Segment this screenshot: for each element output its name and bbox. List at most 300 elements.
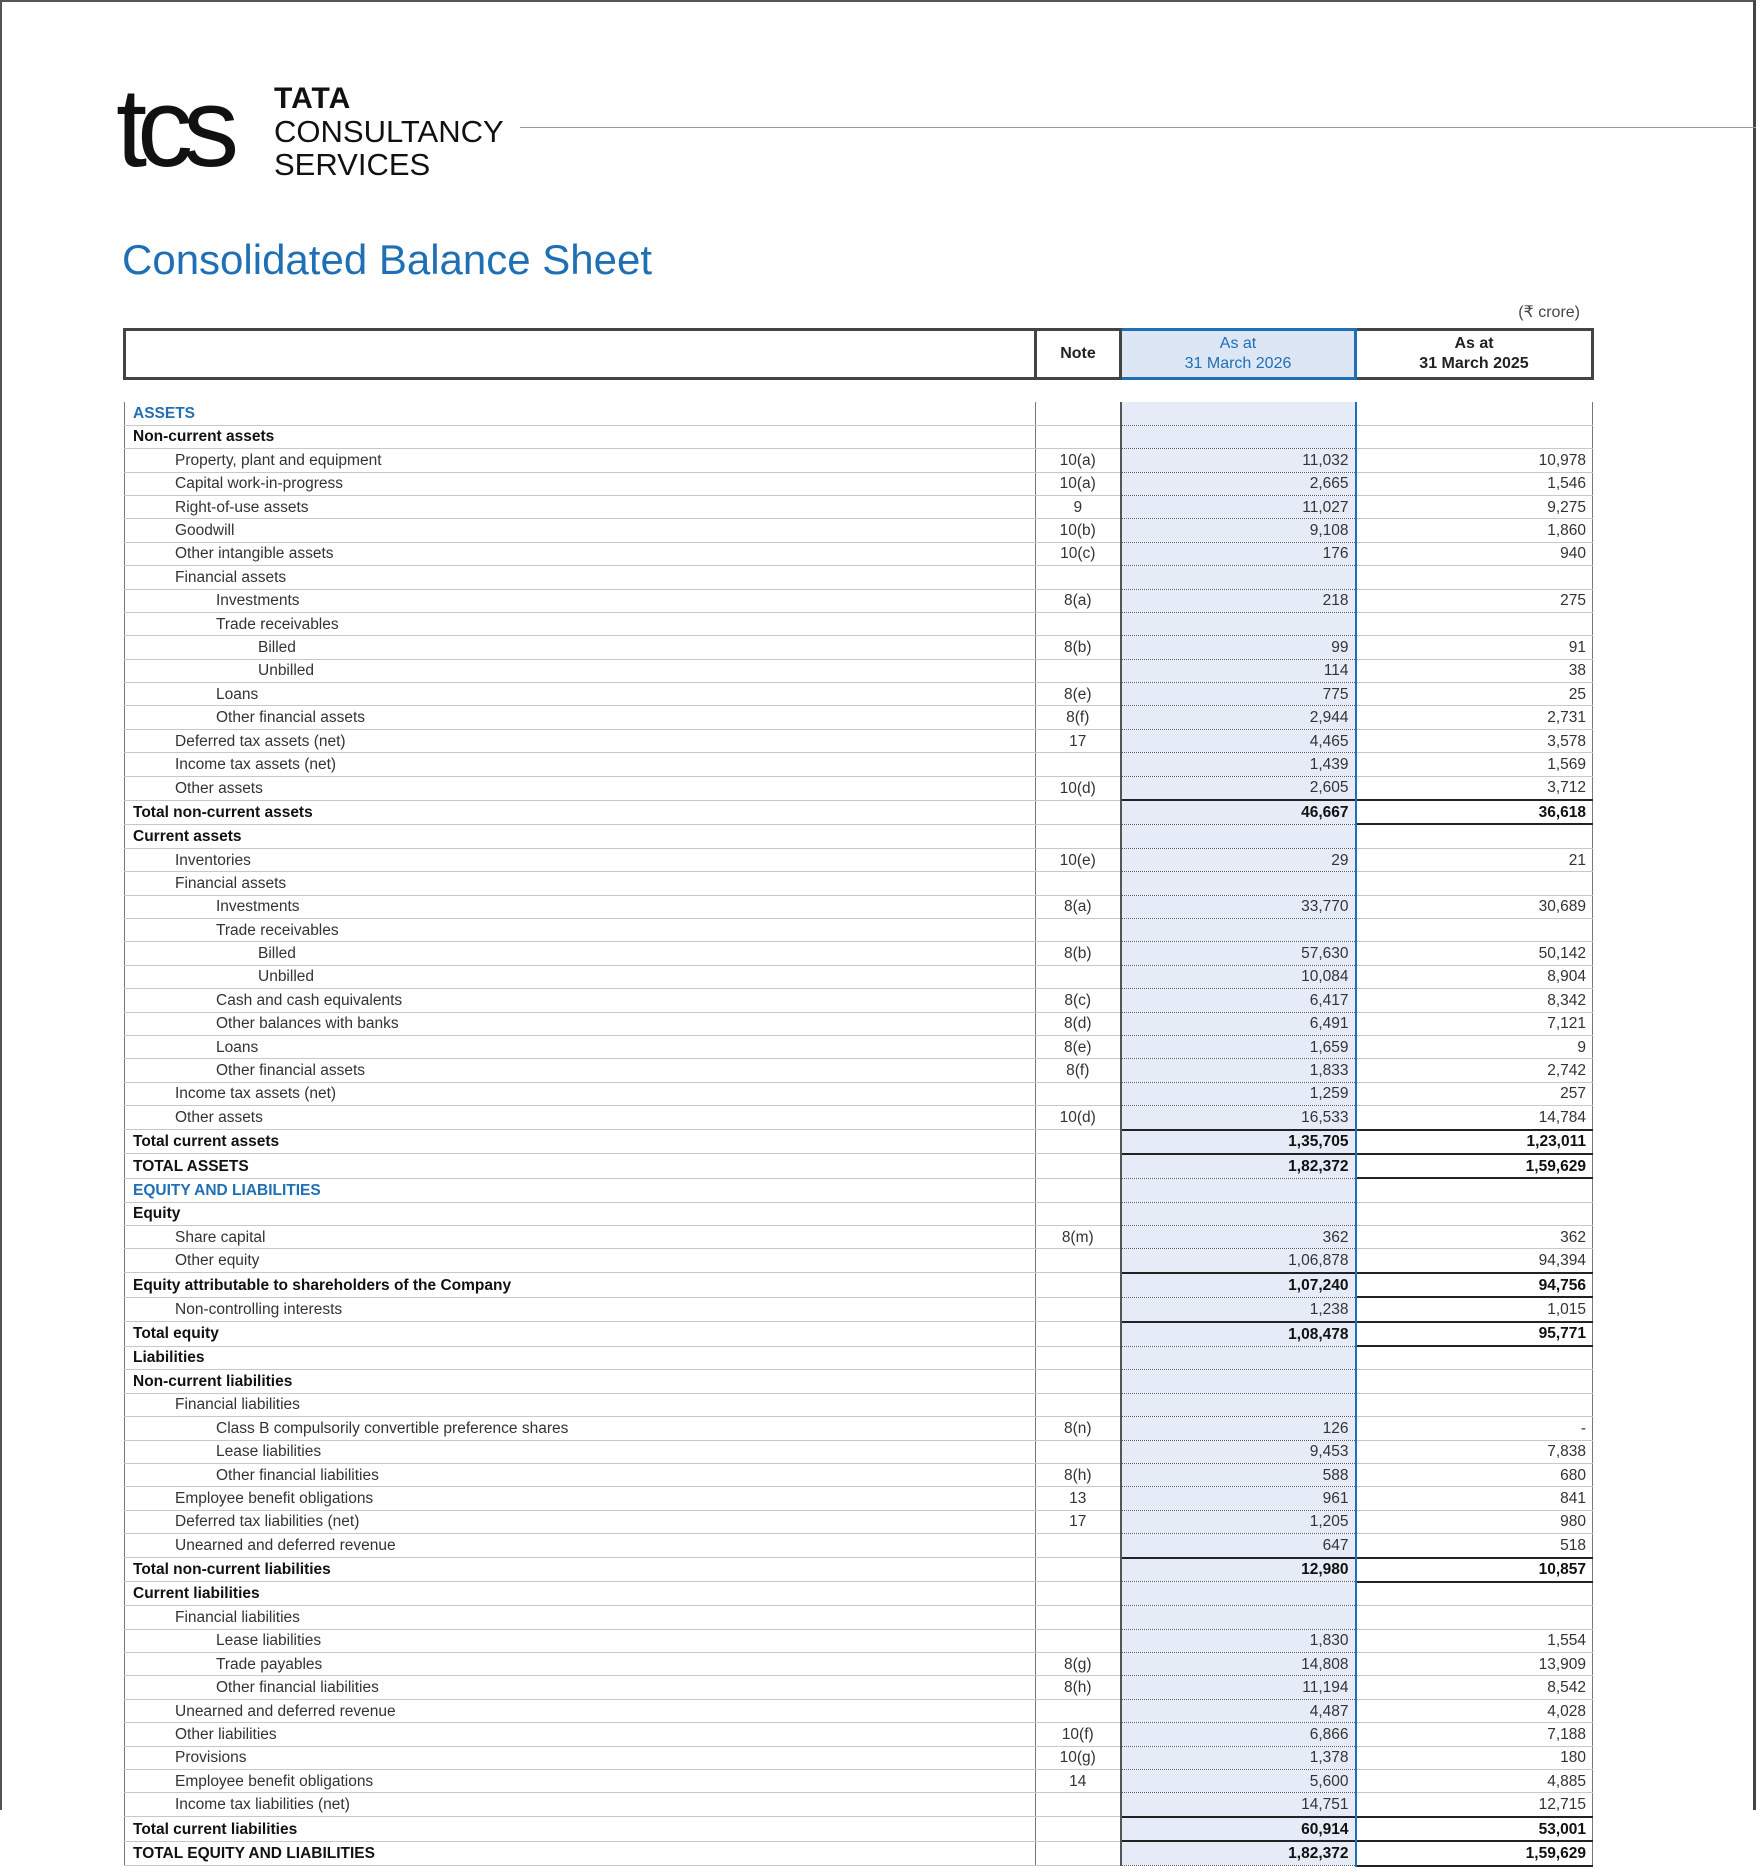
row-note: 8(f)	[1036, 706, 1121, 729]
row-note: 10(e)	[1036, 848, 1121, 871]
row-value-2026[interactable]	[1121, 918, 1356, 941]
total-row	[125, 1841, 1593, 1865]
row-label: Employee benefit obligations	[125, 1770, 1036, 1793]
logo-line-consultancy: CONSULTANCY	[274, 114, 504, 149]
header-note: Note	[1036, 330, 1121, 379]
row-note: 8(n)	[1036, 1417, 1121, 1440]
logo-wordmark	[274, 82, 504, 181]
row-label: Financial liabilities	[125, 1606, 1036, 1629]
row-value-2026[interactable]: 4,465	[1121, 729, 1356, 752]
row-value-2025	[1356, 425, 1593, 448]
row-note: 8(e)	[1036, 683, 1121, 706]
row-value-2026[interactable]: 1,378	[1121, 1746, 1356, 1769]
table-row	[125, 636, 1593, 659]
row-note	[1036, 402, 1121, 425]
row-value-2025	[1356, 1346, 1593, 1370]
row-value-2026[interactable]	[1121, 1346, 1356, 1370]
row-label: Trade receivables	[125, 612, 1036, 635]
table-row	[125, 1226, 1593, 1249]
row-label: Cash and cash equivalents	[125, 989, 1036, 1012]
row-value-2026[interactable]: 10,084	[1121, 965, 1356, 988]
row-value-2026[interactable]	[1121, 1393, 1356, 1416]
row-value-2026[interactable]: 6,417	[1121, 989, 1356, 1012]
row-value-2025: 180	[1356, 1746, 1593, 1769]
row-value-2025: 980	[1356, 1510, 1593, 1533]
row-value-2025	[1356, 1606, 1593, 1629]
row-note	[1036, 1249, 1121, 1273]
row-value-2025: 8,342	[1356, 989, 1593, 1012]
row-value-2026[interactable]: 647	[1121, 1534, 1356, 1558]
row-value-2026[interactable]: 1,439	[1121, 753, 1356, 776]
row-label: Unearned and deferred revenue	[125, 1534, 1036, 1558]
table-row	[125, 1653, 1593, 1676]
row-note	[1036, 1154, 1121, 1178]
row-value-2025	[1356, 872, 1593, 895]
row-value-2026[interactable]: 14,751	[1121, 1793, 1356, 1817]
row-value-2025: 7,188	[1356, 1723, 1593, 1746]
header-rule	[520, 127, 1756, 128]
row-value-2026[interactable]: 1,830	[1121, 1629, 1356, 1652]
row-value-2025	[1356, 1202, 1593, 1225]
row-note	[1036, 918, 1121, 941]
row-value-2026[interactable]: 2,605	[1121, 776, 1356, 800]
row-label: Current liabilities	[125, 1582, 1036, 1606]
row-label: Income tax liabilities (net)	[125, 1793, 1036, 1817]
row-label: Share capital	[125, 1226, 1036, 1249]
row-note	[1036, 1629, 1121, 1652]
table-row	[125, 495, 1593, 518]
table-row	[125, 659, 1593, 682]
row-value-2025: 7,838	[1356, 1440, 1593, 1463]
row-label: Billed	[125, 942, 1036, 965]
row-value-2025: 3,578	[1356, 729, 1593, 752]
row-note: 8(g)	[1036, 1653, 1121, 1676]
row-note: 8(a)	[1036, 589, 1121, 612]
row-value-2026[interactable]	[1121, 1202, 1356, 1225]
row-label: Other liabilities	[125, 1723, 1036, 1746]
table-row	[125, 942, 1593, 965]
row-label: Other assets	[125, 1106, 1036, 1130]
table-row	[125, 519, 1593, 542]
row-label: Non-controlling interests	[125, 1297, 1036, 1321]
row-value-2026[interactable]: 11,194	[1121, 1676, 1356, 1699]
row-note	[1036, 824, 1121, 848]
table-row	[125, 729, 1593, 752]
table-row	[125, 1249, 1593, 1273]
row-value-2026[interactable]: 1,08,478	[1121, 1322, 1356, 1346]
row-value-2026[interactable]: 1,833	[1121, 1059, 1356, 1082]
row-value-2026[interactable]: 1,82,372	[1121, 1841, 1356, 1865]
row-value-2026[interactable]: 1,07,240	[1121, 1273, 1356, 1297]
row-value-2026[interactable]	[1121, 1178, 1356, 1202]
group-heading-row	[125, 425, 1593, 448]
row-value-2025: 1,860	[1356, 519, 1593, 542]
row-label: Other financial assets	[125, 706, 1036, 729]
row-label: Total non-current assets	[125, 800, 1036, 824]
table-row	[125, 1297, 1593, 1321]
row-label: Deferred tax assets (net)	[125, 729, 1036, 752]
row-value-2025: 1,546	[1356, 472, 1593, 495]
row-value-2026[interactable]: 29	[1121, 848, 1356, 871]
row-note: 8(e)	[1036, 1035, 1121, 1058]
table-row	[125, 683, 1593, 706]
row-value-2026[interactable]: 961	[1121, 1487, 1356, 1510]
row-value-2026[interactable]: 4,487	[1121, 1699, 1356, 1722]
row-value-2025: -	[1356, 1417, 1593, 1440]
row-value-2026[interactable]: 57,630	[1121, 942, 1356, 965]
row-label: Loans	[125, 1035, 1036, 1058]
table-row	[125, 753, 1593, 776]
row-value-2026[interactable]: 46,667	[1121, 800, 1356, 824]
table-row	[125, 1393, 1593, 1416]
row-note	[1036, 1297, 1121, 1321]
row-note	[1036, 1817, 1121, 1841]
row-value-2026[interactable]: 6,866	[1121, 1723, 1356, 1746]
header-spacer	[125, 379, 1593, 403]
row-note	[1036, 800, 1121, 824]
row-label: Current assets	[125, 824, 1036, 848]
row-value-2025	[1356, 1582, 1593, 1606]
row-value-2026[interactable]: 2,665	[1121, 472, 1356, 495]
row-label: Employee benefit obligations	[125, 1487, 1036, 1510]
row-note	[1036, 1322, 1121, 1346]
row-note	[1036, 1370, 1121, 1393]
row-note: 9	[1036, 495, 1121, 518]
row-note	[1036, 1606, 1121, 1629]
row-label: Non-current assets	[125, 425, 1036, 448]
row-label: Other intangible assets	[125, 542, 1036, 565]
row-value-2025: 94,394	[1356, 1249, 1593, 1273]
row-value-2026[interactable]	[1121, 872, 1356, 895]
table-row	[125, 1463, 1593, 1486]
row-value-2026[interactable]: 1,82,372	[1121, 1154, 1356, 1178]
row-label: Unbilled	[125, 965, 1036, 988]
row-value-2026[interactable]: 9,453	[1121, 1440, 1356, 1463]
row-note: 8(f)	[1036, 1059, 1121, 1082]
row-label: Liabilities	[125, 1346, 1036, 1370]
row-note: 10(a)	[1036, 449, 1121, 472]
row-value-2025: 680	[1356, 1463, 1593, 1486]
row-value-2025: 25	[1356, 683, 1593, 706]
row-value-2026[interactable]: 114	[1121, 659, 1356, 682]
table-row	[125, 1534, 1593, 1558]
row-value-2026[interactable]: 1,35,705	[1121, 1130, 1356, 1154]
row-value-2026[interactable]	[1121, 824, 1356, 848]
row-label: Capital work-in-progress	[125, 472, 1036, 495]
row-value-2026[interactable]	[1121, 1370, 1356, 1393]
row-value-2026[interactable]: 176	[1121, 542, 1356, 565]
row-label: Other financial liabilities	[125, 1463, 1036, 1486]
total-row	[125, 1154, 1593, 1178]
row-label: Equity attributable to shareholders of the Company	[125, 1273, 1036, 1297]
row-value-2026[interactable]: 99	[1121, 636, 1356, 659]
group-heading-row	[125, 1370, 1593, 1393]
row-label: Class B compulsorily convertible preference shares	[125, 1417, 1036, 1440]
table-row	[125, 872, 1593, 895]
row-note	[1036, 612, 1121, 635]
row-value-2025	[1356, 918, 1593, 941]
row-label: ASSETS	[125, 402, 1036, 425]
row-value-2025: 8,904	[1356, 965, 1593, 988]
row-note: 8(b)	[1036, 636, 1121, 659]
table-row	[125, 566, 1593, 589]
row-label: Total equity	[125, 1322, 1036, 1346]
row-value-2026[interactable]: 11,032	[1121, 449, 1356, 472]
row-note: 13	[1036, 1487, 1121, 1510]
row-note	[1036, 1534, 1121, 1558]
total-row	[125, 1130, 1593, 1154]
row-value-2026[interactable]: 218	[1121, 589, 1356, 612]
row-value-2025	[1356, 566, 1593, 589]
row-value-2026[interactable]	[1121, 425, 1356, 448]
row-value-2025: 1,569	[1356, 753, 1593, 776]
row-note	[1036, 753, 1121, 776]
unit-note: (₹ crore)	[1518, 304, 1580, 321]
table-row	[125, 1106, 1593, 1130]
total-row	[125, 1558, 1593, 1582]
row-value-2025: 38	[1356, 659, 1593, 682]
row-note: 8(m)	[1036, 1226, 1121, 1249]
row-value-2025: 362	[1356, 1226, 1593, 1249]
row-value-2026[interactable]: 9,108	[1121, 519, 1356, 542]
row-value-2026[interactable]	[1121, 1582, 1356, 1606]
row-value-2025: 1,23,011	[1356, 1130, 1593, 1154]
row-note: 10(d)	[1036, 1106, 1121, 1130]
table-row	[125, 1770, 1593, 1793]
table-row	[125, 1606, 1593, 1629]
row-value-2026[interactable]: 1,205	[1121, 1510, 1356, 1533]
table-row	[125, 848, 1593, 871]
row-note	[1036, 659, 1121, 682]
table-row	[125, 1440, 1593, 1463]
row-value-2025: 4,885	[1356, 1770, 1593, 1793]
row-label: Financial liabilities	[125, 1393, 1036, 1416]
row-value-2026[interactable]	[1121, 612, 1356, 635]
header-current-year[interactable]	[1121, 330, 1356, 379]
row-value-2026[interactable]: 16,533	[1121, 1106, 1356, 1130]
row-note: 10(a)	[1036, 472, 1121, 495]
row-value-2026[interactable]: 60,914	[1121, 1817, 1356, 1841]
row-label: Unbilled	[125, 659, 1036, 682]
row-note: 8(c)	[1036, 989, 1121, 1012]
row-value-2025	[1356, 612, 1593, 635]
row-value-2025: 841	[1356, 1487, 1593, 1510]
row-value-2026[interactable]: 5,600	[1121, 1770, 1356, 1793]
row-note	[1036, 1178, 1121, 1202]
row-note: 14	[1036, 1770, 1121, 1793]
row-label: Equity	[125, 1202, 1036, 1225]
row-label: Total non-current liabilities	[125, 1558, 1036, 1582]
row-value-2026[interactable]: 1,238	[1121, 1297, 1356, 1321]
header-current-line1: As at	[1219, 335, 1257, 352]
logo-line-tata: TATA	[274, 82, 352, 115]
table-row	[125, 1629, 1593, 1652]
row-value-2026[interactable]: 1,259	[1121, 1082, 1356, 1105]
table-row	[125, 965, 1593, 988]
table-row	[125, 1793, 1593, 1817]
row-label: Other financial liabilities	[125, 1676, 1036, 1699]
row-note	[1036, 566, 1121, 589]
row-note: 10(d)	[1036, 776, 1121, 800]
row-note	[1036, 1346, 1121, 1370]
row-value-2025: 275	[1356, 589, 1593, 612]
row-value-2026[interactable]: 1,06,878	[1121, 1249, 1356, 1273]
group-heading-row	[125, 1202, 1593, 1225]
header-previous-year	[1356, 330, 1593, 379]
row-label: Lease liabilities	[125, 1629, 1036, 1652]
table-row	[125, 1699, 1593, 1722]
total-row	[125, 1322, 1593, 1346]
table-row	[125, 1059, 1593, 1082]
header-previous-line1: As at	[1454, 335, 1494, 352]
row-value-2025	[1356, 1370, 1593, 1393]
row-label: TOTAL ASSETS	[125, 1154, 1036, 1178]
table-row	[125, 706, 1593, 729]
row-label: Billed	[125, 636, 1036, 659]
row-value-2025	[1356, 402, 1593, 425]
header-previous-line2: 31 March 2025	[1419, 355, 1529, 372]
row-note: 8(d)	[1036, 1012, 1121, 1035]
row-label: Inventories	[125, 848, 1036, 871]
row-value-2026[interactable]: 2,944	[1121, 706, 1356, 729]
row-value-2026[interactable]: 33,770	[1121, 895, 1356, 918]
row-value-2025: 9,275	[1356, 495, 1593, 518]
row-value-2026[interactable]	[1121, 402, 1356, 425]
total-row	[125, 1817, 1593, 1841]
row-value-2025: 518	[1356, 1534, 1593, 1558]
section-row	[125, 402, 1593, 425]
row-value-2025	[1356, 824, 1593, 848]
row-value-2025: 1,59,629	[1356, 1841, 1593, 1865]
row-value-2025: 940	[1356, 542, 1593, 565]
row-label: Lease liabilities	[125, 1440, 1036, 1463]
row-value-2025: 1,59,629	[1356, 1154, 1593, 1178]
row-note	[1036, 1582, 1121, 1606]
table-row	[125, 612, 1593, 635]
row-label: EQUITY AND LIABILITIES	[125, 1178, 1036, 1202]
group-heading-row	[125, 1346, 1593, 1370]
row-note	[1036, 1393, 1121, 1416]
row-label: Right-of-use assets	[125, 495, 1036, 518]
row-value-2025: 14,784	[1356, 1106, 1593, 1130]
row-note	[1036, 1699, 1121, 1722]
row-value-2025: 13,909	[1356, 1653, 1593, 1676]
row-value-2026[interactable]	[1121, 1606, 1356, 1629]
row-value-2026[interactable]: 11,027	[1121, 495, 1356, 518]
section-row	[125, 1178, 1593, 1202]
total-row	[125, 1273, 1593, 1297]
row-note: 8(b)	[1036, 942, 1121, 965]
row-note	[1036, 1440, 1121, 1463]
row-label: Loans	[125, 683, 1036, 706]
row-label: Non-current liabilities	[125, 1370, 1036, 1393]
row-note	[1036, 1273, 1121, 1297]
row-value-2025: 30,689	[1356, 895, 1593, 918]
table-row	[125, 1012, 1593, 1035]
logo-line-services: SERVICES	[274, 147, 431, 182]
table-row	[125, 589, 1593, 612]
group-heading-row	[125, 1582, 1593, 1606]
row-label: Other assets	[125, 776, 1036, 800]
row-value-2025: 2,731	[1356, 706, 1593, 729]
table-row	[125, 1723, 1593, 1746]
row-value-2026[interactable]: 14,808	[1121, 1653, 1356, 1676]
row-label: Trade payables	[125, 1653, 1036, 1676]
row-value-2026[interactable]: 1,659	[1121, 1035, 1356, 1058]
row-note	[1036, 1082, 1121, 1105]
row-value-2025: 91	[1356, 636, 1593, 659]
row-value-2025: 12,715	[1356, 1793, 1593, 1817]
row-value-2025: 53,001	[1356, 1817, 1593, 1841]
table-row	[125, 918, 1593, 941]
row-note	[1036, 965, 1121, 988]
row-value-2026[interactable]: 126	[1121, 1417, 1356, 1440]
row-value-2026[interactable]: 12,980	[1121, 1558, 1356, 1582]
row-note: 10(c)	[1036, 542, 1121, 565]
table-row	[125, 1510, 1593, 1533]
row-value-2025: 21	[1356, 848, 1593, 871]
row-label: Deferred tax liabilities (net)	[125, 1510, 1036, 1533]
table-row	[125, 989, 1593, 1012]
row-value-2026[interactable]	[1121, 566, 1356, 589]
row-value-2025: 8,542	[1356, 1676, 1593, 1699]
row-label: Other equity	[125, 1249, 1036, 1273]
table-header-row	[125, 330, 1593, 379]
row-label: Other balances with banks	[125, 1012, 1036, 1035]
row-value-2025: 95,771	[1356, 1322, 1593, 1346]
row-label: Income tax assets (net)	[125, 753, 1036, 776]
row-value-2026[interactable]: 775	[1121, 683, 1356, 706]
row-label: Unearned and deferred revenue	[125, 1699, 1036, 1722]
row-value-2025: 50,142	[1356, 942, 1593, 965]
row-label: TOTAL EQUITY AND LIABILITIES	[125, 1841, 1036, 1865]
row-note: 10(g)	[1036, 1746, 1121, 1769]
row-note	[1036, 1130, 1121, 1154]
row-label: Other financial assets	[125, 1059, 1036, 1082]
row-value-2026[interactable]: 362	[1121, 1226, 1356, 1249]
table-row	[125, 449, 1593, 472]
tcs-logo	[116, 78, 504, 182]
row-label: Trade receivables	[125, 918, 1036, 941]
row-value-2025: 94,756	[1356, 1273, 1593, 1297]
header-label-cell	[125, 330, 1036, 379]
table-row	[125, 542, 1593, 565]
row-label: Investments	[125, 895, 1036, 918]
row-value-2025	[1356, 1393, 1593, 1416]
row-label: Financial assets	[125, 566, 1036, 589]
row-note	[1036, 1558, 1121, 1582]
row-value-2025: 4,028	[1356, 1699, 1593, 1722]
row-value-2026[interactable]: 6,491	[1121, 1012, 1356, 1035]
table-row	[125, 1676, 1593, 1699]
row-label: Total current assets	[125, 1130, 1036, 1154]
header-current-line2: 31 March 2026	[1184, 355, 1292, 372]
row-note	[1036, 872, 1121, 895]
row-value-2025: 257	[1356, 1082, 1593, 1105]
row-value-2025: 36,618	[1356, 800, 1593, 824]
row-value-2025: 1,015	[1356, 1297, 1593, 1321]
table-row	[125, 776, 1593, 800]
balance-sheet-table	[123, 328, 1594, 1867]
row-note	[1036, 1793, 1121, 1817]
row-note: 8(a)	[1036, 895, 1121, 918]
table-row	[125, 1746, 1593, 1769]
row-value-2025: 9	[1356, 1035, 1593, 1058]
row-value-2026[interactable]: 588	[1121, 1463, 1356, 1486]
row-value-2025	[1356, 1178, 1593, 1202]
tcs-logo-mark	[116, 78, 266, 178]
row-label: Goodwill	[125, 519, 1036, 542]
